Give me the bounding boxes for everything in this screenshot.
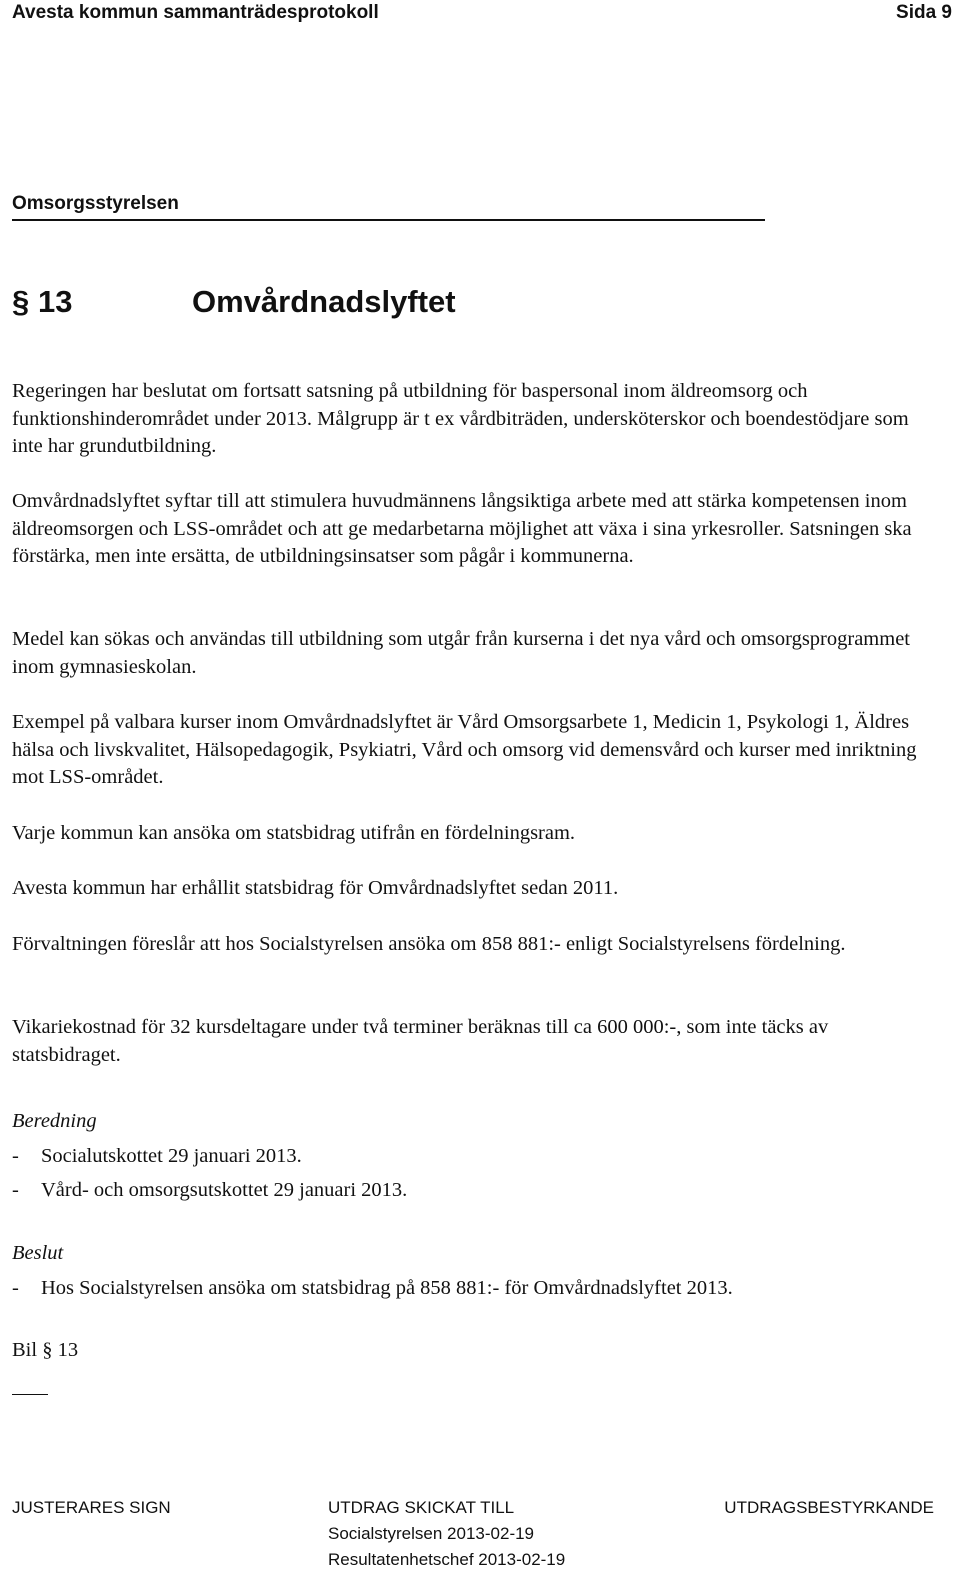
utdragsbestyrkande-label: UTDRAGSBESTYRKANDE — [724, 1498, 934, 1517]
paragraph: Varje kommun kan ansöka om statsbidrag utifrån en fördelningsram. — [12, 822, 576, 844]
paragraph: Exempel på valbara kurser inom Omvårdnadslyftet är Vård Omsorgsarbete 1, Medicin 1, Psykologi 1, Äldres hälsa och livskvalitet, Hälsopedagogik, Psykiatri, Vård och omsorg vid demensvård och kurser med inriktning mot LSS-området. — [12, 711, 917, 788]
list-dash: - — [12, 1179, 19, 1201]
attachment-underline — [12, 1394, 48, 1395]
section-title: Omvårdnadslyftet — [192, 284, 456, 319]
list-dash: - — [12, 1277, 19, 1299]
organization-divider — [12, 219, 765, 221]
paragraph: Medel kan sökas och användas till utbildning som utgår från kurserna i det nya vård och omsorgsprogrammet inom gymnasieskolan. — [12, 628, 910, 678]
attachment-number: 13 — [57, 1339, 79, 1361]
paragraph: Avesta kommun har erhållit statsbidrag för Omvårdnadslyftet sedan 2011. — [12, 877, 619, 899]
paragraph: Omvårdnadslyftet syftar till att stimulera huvudmännens långsiktiga arbete med att stärka kompetensen inom äldreomsorgen och LSS-området och att ge medarbetarna möjlighet att växa i sina yrkesroller. Satsningen ska förstärka, men inte ersätta, de utbildningsinsatser som pågår i kommunerna. — [12, 490, 912, 567]
justerares-sign-label: JUSTERARES SIGN — [12, 1498, 171, 1517]
attachment-prefix: Bil — [12, 1339, 38, 1361]
paragraph: Förvaltningen föreslår att hos Socialstyrelsen ansöka om 858 881:- enligt Socialstyrelsens fördelning. — [12, 933, 846, 955]
page-number: Sida 9 — [896, 2, 952, 23]
beslut-item — [12, 1275, 733, 1303]
beredning-label: Beredning — [12, 1110, 97, 1132]
section-sign: § — [12, 284, 30, 319]
utdrag-skickat-till — [328, 1495, 565, 1573]
utdrag-label: UTDRAG SKICKAT TILL — [328, 1498, 515, 1517]
beslut-item-text: Hos Socialstyrelsen ansöka om statsbidrag på 858 881:- för Omvårdnadslyftet 2013. — [41, 1277, 733, 1299]
beredning-item-text: Vård- och omsorgsutskottet 29 januari 2013. — [41, 1179, 408, 1201]
document-title: Avesta kommun sammanträdesprotokoll — [12, 2, 379, 23]
paragraph: Vikariekostnad för 32 kursdeltagare under två terminer beräknas till ca 600 000:-, som inte täcks av statsbidraget. — [12, 1016, 829, 1066]
attachment-section-sign: § — [42, 1339, 53, 1361]
utdrag-recipient: Resultatenhetschef 2013-02-19 — [328, 1550, 566, 1569]
beredning-item — [12, 1143, 302, 1171]
beredning-item — [12, 1177, 407, 1205]
beredning-item-text: Socialutskottet 29 januari 2013. — [41, 1145, 302, 1167]
paragraph: Regeringen har beslutat om fortsatt satsning på utbildning för baspersonal inom äldreomsorg och funktionshinderområdet under 2013. Målgrupp är t ex vårdbiträden, undersköterskor och boendestödjare som inte har grundutbildning. — [12, 380, 909, 457]
section-heading — [12, 284, 456, 320]
section-number: 13 — [38, 284, 73, 319]
attachment-reference — [12, 1339, 78, 1362]
list-dash: - — [12, 1145, 19, 1167]
utdrag-recipient: Socialstyrelsen 2013-02-19 — [328, 1524, 535, 1543]
organization-name: Omsorgsstyrelsen — [12, 193, 179, 214]
beslut-label: Beslut — [12, 1242, 64, 1264]
